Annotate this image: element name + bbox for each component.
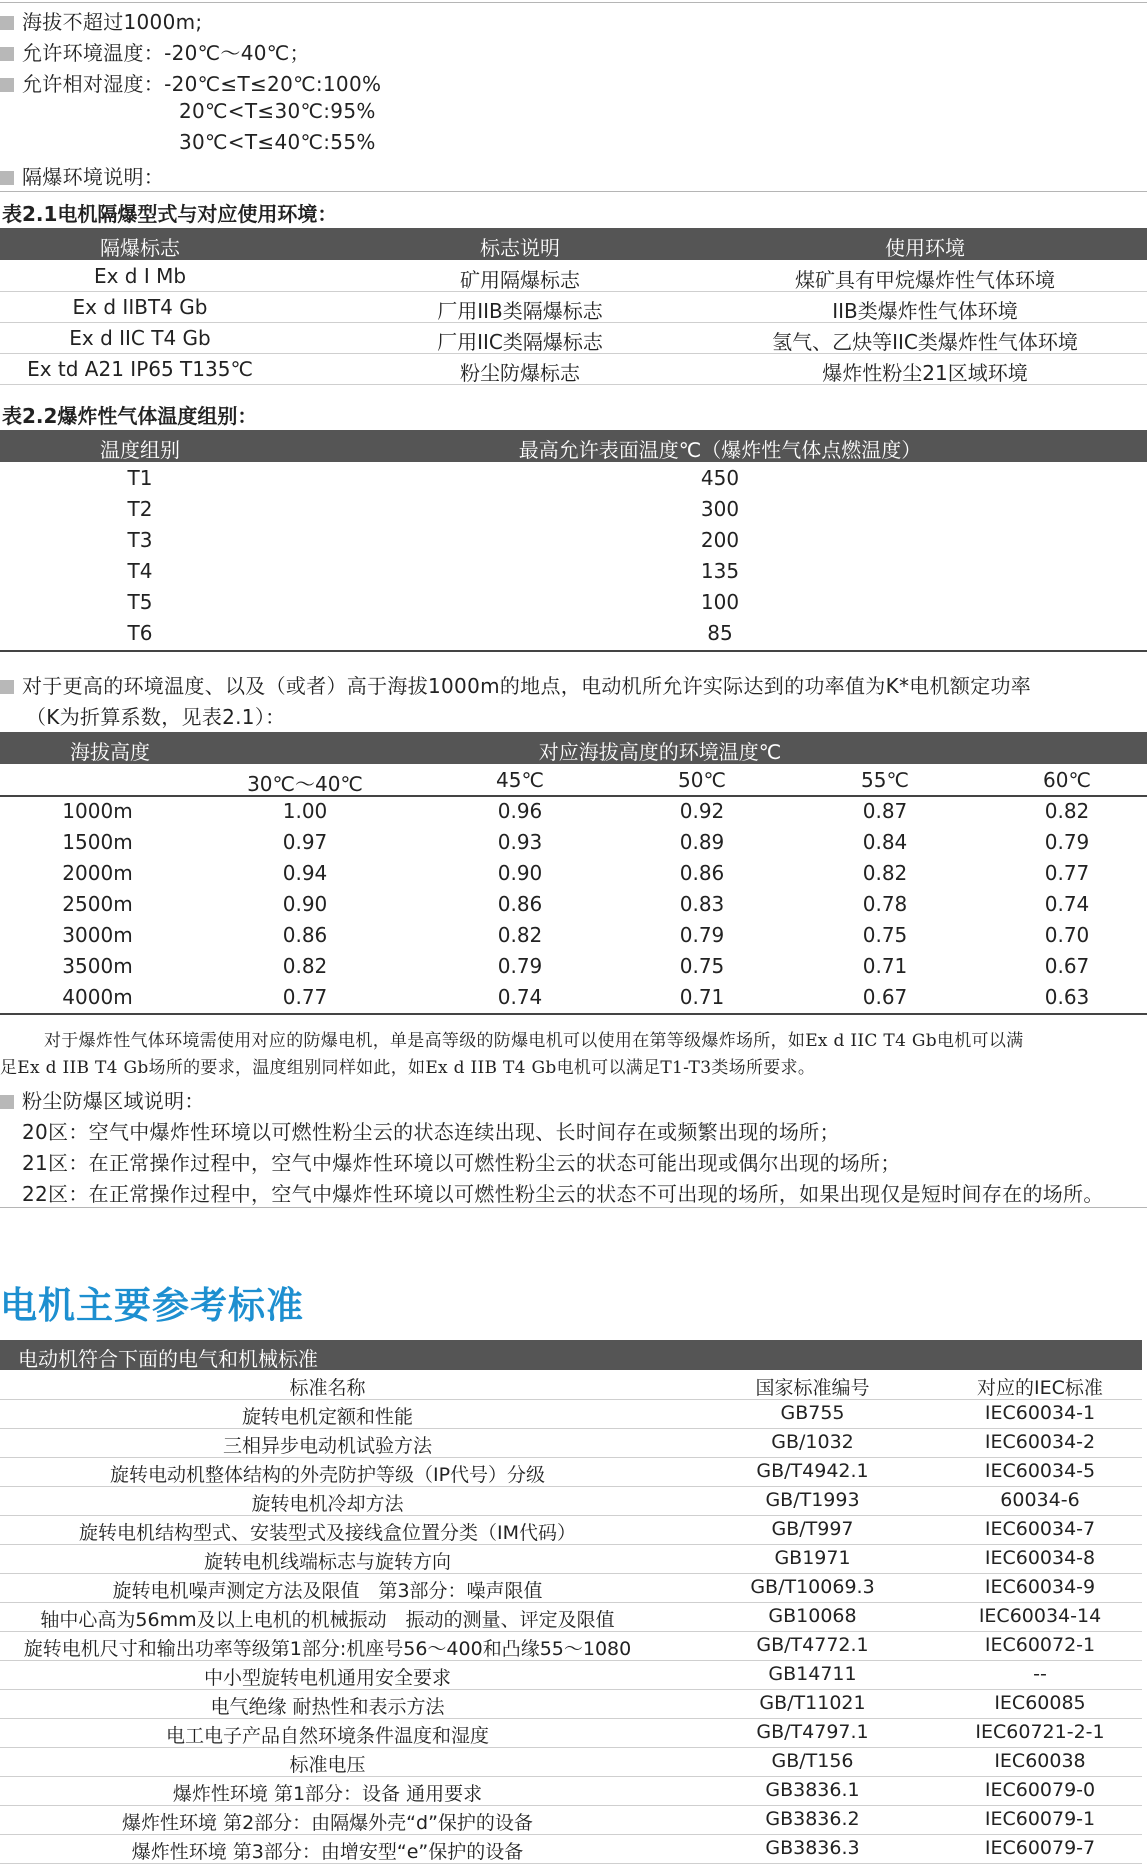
table-row [0,353,1147,385]
dust-zone-20: 20区：空气中爆炸性环境以可燃性粉尘云的状态连续出现、长时间存在或频繁出现的场所； [22,1120,840,1144]
table-row [0,586,1147,617]
divider [0,1013,1147,1015]
k-value: 0.93 [497,830,543,854]
table-row [0,1747,1142,1777]
iec-code: IEC60034-14 [978,1605,1102,1627]
header-env-temp: 对应海拔高度的环境温度℃ [538,740,782,764]
national-code: GB1971 [774,1547,851,1569]
table-row [0,1631,1142,1661]
square-bullet-icon [0,78,14,92]
iec-code: IEC60034-8 [984,1547,1096,1569]
table-row [0,555,1147,586]
temp-group: T1 [127,466,153,490]
k-value: 0.90 [497,861,543,885]
k-value: 0.63 [1044,985,1090,1009]
table21-mark: Ex d IIBT4 Gb [72,295,208,319]
table-row [0,1457,1142,1487]
standard-name: 爆炸性环境 第2部分：由隔爆外壳“d”保护的设备 [122,1812,533,1834]
k-value: 0.96 [497,799,543,823]
iec-code: IEC60085 [994,1692,1086,1714]
table-row [0,795,1147,826]
header-altitude: 海拔高度 [70,740,150,764]
table-row [0,1660,1142,1690]
table-row [0,1573,1142,1603]
k-value: 0.74 [497,985,543,1009]
table-row [0,857,1147,888]
table-row [0,1602,1142,1632]
square-bullet-icon [0,16,14,30]
temp-col: 45℃ [496,768,544,792]
humidity-range-2: 20℃<T≤30℃:95% [179,99,376,123]
k-value: 0.97 [282,830,328,854]
temp-group: T3 [127,528,153,552]
divider [0,191,1147,192]
k-value: 0.71 [862,954,908,978]
table-row [0,1776,1142,1806]
k-value: 0.90 [282,892,328,916]
iec-code: IEC60034-5 [984,1460,1096,1482]
max-surface-temp: 135 [700,559,740,583]
temp-group: T2 [127,497,153,521]
max-surface-temp: 100 [700,590,740,614]
max-surface-temp: 85 [707,621,733,645]
altitude: 1000m [62,799,133,823]
k-value: 0.89 [679,830,725,854]
square-bullet-icon [0,680,14,694]
derating-note-line2: （K为折算系数，见表2.1）： [26,705,286,729]
derating-temp-row [0,764,1147,795]
table-row [0,291,1147,323]
k-value: 0.86 [282,923,328,947]
standard-name: 电气绝缘 耐热性和表示方法 [210,1696,445,1718]
k-value: 0.70 [1044,923,1090,947]
k-value: 0.86 [679,861,725,885]
explosion-note-line1: 对于爆炸性气体环境需使用对应的防爆电机，单是高等级的防爆电机可以使用在第等级爆炸场所，如Ex d IIC T4 Gb电机可以满 [44,1031,1024,1051]
derating-note-line1: 对于更高的环境温度、以及（或者）高于海拔1000m的地点，电动机所允许实际达到的功率值为K*电机额定功率 [22,674,1032,698]
standard-name: 旋转电机尺寸和输出功率等级第1部分:机座号56～400和凸缘55～1080 [23,1638,632,1660]
standard-name: 旋转电机定额和性能 [241,1406,413,1428]
national-code: GB/T4942.1 [756,1460,869,1482]
table21-header-desc: 标志说明 [480,236,560,260]
k-value: 0.74 [1044,892,1090,916]
table21-env: 煤矿具有甲烷爆炸性气体环境 [795,268,1055,292]
table-row [0,950,1147,981]
national-code: GB3836.3 [765,1837,860,1859]
temp-group: T4 [127,559,153,583]
k-value: 0.86 [497,892,543,916]
iec-code: IEC60079-7 [984,1837,1096,1859]
temp-group: T6 [127,621,153,645]
humidity-line [0,68,381,97]
table-row [0,493,1147,524]
table-row [0,1428,1142,1458]
national-code: GB/T156 [771,1750,854,1772]
standards-bar-text: 电动机符合下面的电气和机械标准 [18,1347,318,1371]
dust-title: 粉尘防爆区域说明： [22,1089,205,1113]
iec-code: IEC60034-1 [984,1402,1096,1424]
table21-desc: 矿用隔爆标志 [460,268,580,292]
table21-header [0,228,1147,260]
altitude: 3500m [62,954,133,978]
iec-code: IEC60072-1 [984,1634,1096,1656]
dust-zone-22: 22区：在正常操作过程中，空气中爆炸性环境以可燃性粉尘云的状态不可出现的场所，如果出现仅是短时间存在的场所。 [22,1182,1104,1206]
explosion-env-text: 隔爆环境说明： [22,165,165,189]
table21-mark: Ex d I Mb [93,264,187,288]
square-bullet-icon [0,1095,14,1109]
table-row [0,1718,1142,1748]
altitude-line [0,6,202,35]
k-value: 0.67 [862,985,908,1009]
header-national-code: 国家标准编号 [755,1377,870,1399]
table-row [0,524,1147,555]
table-row [0,1805,1142,1835]
national-code: GB/T10069.3 [750,1576,875,1598]
table-row [0,1486,1142,1516]
national-code: GB14711 [768,1663,857,1685]
k-value: 0.82 [497,923,543,947]
divider [0,650,1147,652]
square-bullet-icon [0,47,14,61]
altitude: 2000m [62,861,133,885]
temperature-line [0,37,310,66]
table22-header-temp: 最高允许表面温度℃（爆炸性气体点燃温度） [518,438,922,462]
k-value: 0.94 [282,861,328,885]
national-code: GB/T1993 [765,1489,860,1511]
k-value: 0.71 [679,985,725,1009]
divider [0,2,1147,3]
table21-env: 爆炸性粉尘21区域环境 [822,361,1028,385]
table22-caption: 表2.2爆炸性气体温度组别： [2,404,258,428]
iec-code: IEC60079-0 [984,1779,1096,1801]
table-row [0,462,1147,493]
table21-mark: Ex td A21 IP65 T135℃ [27,357,253,381]
standards-title: 电机主要参考标准 [0,1284,304,1327]
table-row [0,617,1147,648]
national-code: GB/T4797.1 [756,1721,869,1743]
table-row [0,260,1147,292]
k-value: 0.79 [1044,830,1090,854]
k-value: 0.82 [862,861,908,885]
dust-zone-21: 21区：在正常操作过程中，空气中爆炸性环境以可燃性粉尘云的状态可能出现或偶尔出现的场所； [22,1151,901,1175]
table-row [0,322,1147,354]
national-code: GB/T11021 [759,1692,866,1714]
divider [0,1207,1147,1208]
standard-name: 中小型旋转电机通用安全要求 [203,1667,451,1689]
table21-desc: 厂用IIC类隔爆标志 [437,330,603,354]
table21-desc: 厂用IIB类隔爆标志 [437,299,603,323]
table21-env: IIB类爆炸性气体环境 [832,299,1018,323]
standard-name: 旋转电机结构型式、安装型式及接线盒位置分类（IM代码） [79,1522,576,1544]
national-code: GB3836.2 [765,1808,860,1830]
table-row [0,826,1147,857]
k-value: 0.75 [862,923,908,947]
standards-header-row [0,1370,1142,1400]
iec-code: -- [1033,1663,1047,1685]
k-value: 0.67 [1044,954,1090,978]
header-standard-name: 标准名称 [289,1377,366,1399]
k-value: 1.00 [282,799,328,823]
k-value: 0.84 [862,830,908,854]
table-row [0,1544,1142,1574]
altitude: 4000m [62,985,133,1009]
national-code: GB755 [780,1402,845,1424]
temp-col: 60℃ [1043,768,1091,792]
temp-col: 30℃～40℃ [247,772,363,796]
table-row [0,1834,1142,1864]
standard-name: 旋转电机线端标志与旋转方向 [203,1551,451,1573]
standard-name: 爆炸性环境 第1部分：设备 通用要求 [172,1783,483,1805]
standard-name: 三相异步电动机试验方法 [222,1435,432,1457]
table21-mark: Ex d IIC T4 Gb [69,326,211,350]
table-row [0,1515,1142,1545]
k-value: 0.77 [1044,861,1090,885]
iec-code: IEC60038 [994,1750,1086,1772]
altitude-text: 海拔不超过1000m; [22,10,203,34]
table21-caption: 表2.1电机隔爆型式与对应使用环境： [2,202,338,226]
k-value: 0.83 [679,892,725,916]
humidity-range-3: 30℃<T≤40℃:55% [179,130,376,154]
temperature-text: 允许环境温度：-20℃～40℃； [22,41,310,65]
iec-code: IEC60034-7 [984,1518,1096,1540]
standard-name: 旋转电机噪声测定方法及限值 第3部分：噪声限值 [112,1580,543,1602]
national-code: GB3836.1 [765,1779,860,1801]
max-surface-temp: 450 [700,466,740,490]
altitude: 1500m [62,830,133,854]
temp-col: 55℃ [861,768,909,792]
iec-code: IEC60034-9 [984,1576,1096,1598]
national-code: GB/T997 [771,1518,854,1540]
iec-code: IEC60034-2 [984,1431,1096,1453]
k-value: 0.78 [862,892,908,916]
header-iec-code: 对应的IEC标准 [977,1377,1103,1399]
standard-name: 轴中心高为56mm及以上电机的机械振动 振动的测量、评定及限值 [40,1609,615,1631]
k-value: 0.75 [679,954,725,978]
table-row [0,919,1147,950]
temp-col: 50℃ [678,768,726,792]
explosion-note-line2: 足Ex d IIB T4 Gb场所的要求，温度组别同样如此，如Ex d IIB T4 Gb电机可以满足T1-T3类场所要求。 [0,1058,816,1078]
k-value: 0.82 [1044,799,1090,823]
table-row [0,888,1147,919]
table21-env: 氢气、乙炔等IIC类爆炸性气体环境 [772,330,1078,354]
derating-note [0,670,1031,699]
national-code: GB/T4772.1 [756,1634,869,1656]
table22-header [0,430,1147,462]
table21-header-env: 使用环境 [885,236,965,260]
standard-name: 电工电子产品自然环境条件温度和湿度 [165,1725,489,1747]
standard-name: 爆炸性环境 第3部分：由增安型“e”保护的设备 [131,1841,524,1863]
k-value: 0.92 [679,799,725,823]
dust-title-line [0,1085,205,1114]
k-value: 0.87 [862,799,908,823]
national-code: GB10068 [768,1605,857,1627]
max-surface-temp: 200 [700,528,740,552]
standard-name: 旋转电动机整体结构的外壳防护等级（IP代号）分级 [109,1464,546,1486]
standards-bar [0,1340,1142,1370]
standard-name: 标准电压 [289,1754,366,1776]
iec-code: IEC60721-2-1 [975,1721,1105,1743]
temp-group: T5 [127,590,153,614]
humidity-text: 允许相对湿度：-20℃≤T≤20℃:100% [22,72,382,96]
table22-header-group: 温度组别 [100,438,180,462]
k-value: 0.79 [679,923,725,947]
table-row [0,1399,1142,1429]
table-row [0,981,1147,1012]
iec-code: 60034-6 [1000,1489,1080,1511]
k-value: 0.77 [282,985,328,1009]
table21-desc: 粉尘防爆标志 [460,361,580,385]
national-code: GB/1032 [771,1431,854,1453]
iec-code: IEC60079-1 [984,1808,1096,1830]
explosion-env-line [0,161,164,190]
altitude: 2500m [62,892,133,916]
max-surface-temp: 300 [700,497,740,521]
k-value: 0.79 [497,954,543,978]
table-row [0,1689,1142,1719]
derating-header [0,732,1147,764]
standard-name: 旋转电机冷却方法 [251,1493,404,1515]
k-value: 0.82 [282,954,328,978]
square-bullet-icon [0,171,14,185]
table21-header-mark: 隔爆标志 [100,236,180,260]
altitude: 3000m [62,923,133,947]
